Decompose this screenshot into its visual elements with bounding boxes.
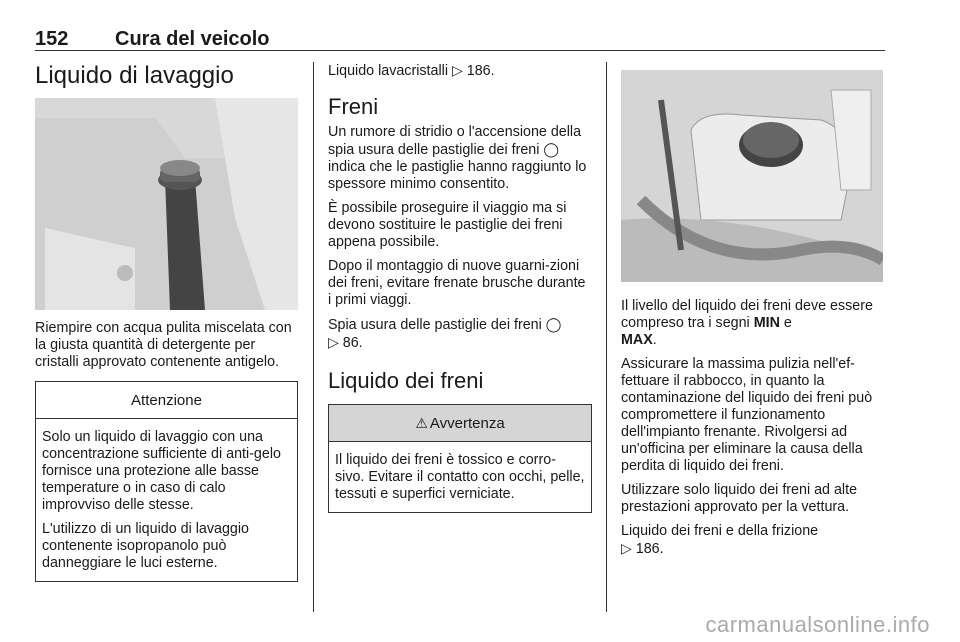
warning-text: Il liquido dei freni è tossico e corro-sivo. Evitare il contatto con occhi, pelle, tessuti e superfici verniciate. [335, 452, 585, 502]
chapter-title: Cura del veicolo [115, 28, 270, 50]
section-title-brake-fluid: Liquido dei freni [328, 368, 484, 393]
section-title-washer: Liquido di lavaggio [35, 62, 234, 89]
brakes-paragraph-2: È possibile proseguire il viaggio ma si devono sostituire le pastiglie dei freni appena possibile. [328, 200, 567, 250]
notice-title: Attenzione [36, 382, 297, 419]
page-link-86[interactable]: 86. [342, 335, 363, 351]
brakes-paragraph-4: Spia usura delle pastiglie dei freni ◯ ▷ 86. [328, 316, 562, 351]
notice-text-2: L'utilizzo di un liquido di lavaggio contenente isopropanolo può danneggiare le luci esterne. [42, 521, 249, 571]
page-link-186[interactable]: 186. [466, 63, 495, 79]
column-left [35, 62, 298, 582]
brakes-paragraph-1: Un rumore di stridio o l'accensione della spia usura delle pastiglie dei freni ◯ indica che le pastiglie hanno raggiunto lo spessore minimo consentito. [328, 124, 587, 192]
watermark: carmanualsonline.info [705, 612, 930, 637]
page-link-186[interactable]: 186. [635, 541, 664, 557]
warning-triangle-icon: ⚠ [415, 415, 428, 431]
brakes-paragraph-3: Dopo il montaggio di nuove guarni-zioni dei freni, evitare frenate brusche durante i primi viaggi. [328, 258, 586, 308]
brake-clutch-fluid-reference: Liquido dei freni e della frizione ▷ 186. [621, 523, 819, 557]
column-right [621, 62, 889, 565]
page-reference-arrow-icon: ▷ [451, 62, 463, 78]
brake-fluid-cleanliness-text: Assicurare la massima pulizia nell'ef-fettuare il rabbocco, in quanto la contaminazione del liquido dei freni può compromettere il funzionamento dell'impianto frenante. Rivolgersi ad un'officina per eliminare la causa della perdita di liquido dei freni. [621, 356, 873, 474]
notice-box [35, 381, 298, 582]
washer-reservoir-image [35, 98, 298, 310]
brake-fluid-reservoir-illustration-icon [621, 70, 883, 282]
page-reference-arrow-icon: ▷ [328, 334, 339, 350]
washer-instructions: Riempire con acqua pulita miscelata con la giusta quantità di detergente per cristalli approvato contenente antigelo. [35, 320, 292, 370]
brake-warning-icon: ◯ [545, 316, 562, 332]
max-mark-label: MAX [621, 332, 653, 348]
brake-fluid-level-text: Il livello del liquido dei freni deve essere compreso tra i segni MIN e MAX. [621, 298, 873, 348]
brake-fluid-approved-text: Utilizzare solo liquido dei freni ad alte prestazioni approvato per la vettura. [621, 482, 858, 515]
warning-box [328, 404, 592, 513]
section-title-brakes: Freni [328, 94, 379, 119]
warning-title: ⚠ Avvertenza [329, 405, 591, 442]
page-number: 152 [35, 28, 69, 50]
washer-reservoir-illustration-icon [35, 98, 298, 310]
notice-text-1: Solo un liquido di lavaggio con una concentrazione sufficiente di anti-gelo fornisce una protezione alle basse temperature o in caso di calo improvviso delle stesse. [42, 429, 281, 513]
column-middle [328, 62, 592, 513]
brake-fluid-reservoir-image [621, 70, 883, 282]
page-header [35, 28, 885, 51]
brake-warning-icon: ◯ [543, 141, 560, 157]
washer-reference: Liquido lavacristalli ▷ 186. [328, 62, 495, 79]
column-divider [313, 62, 314, 612]
min-mark-label: MIN [753, 315, 780, 331]
page-reference-arrow-icon: ▷ [621, 540, 632, 556]
column-divider [606, 62, 607, 612]
